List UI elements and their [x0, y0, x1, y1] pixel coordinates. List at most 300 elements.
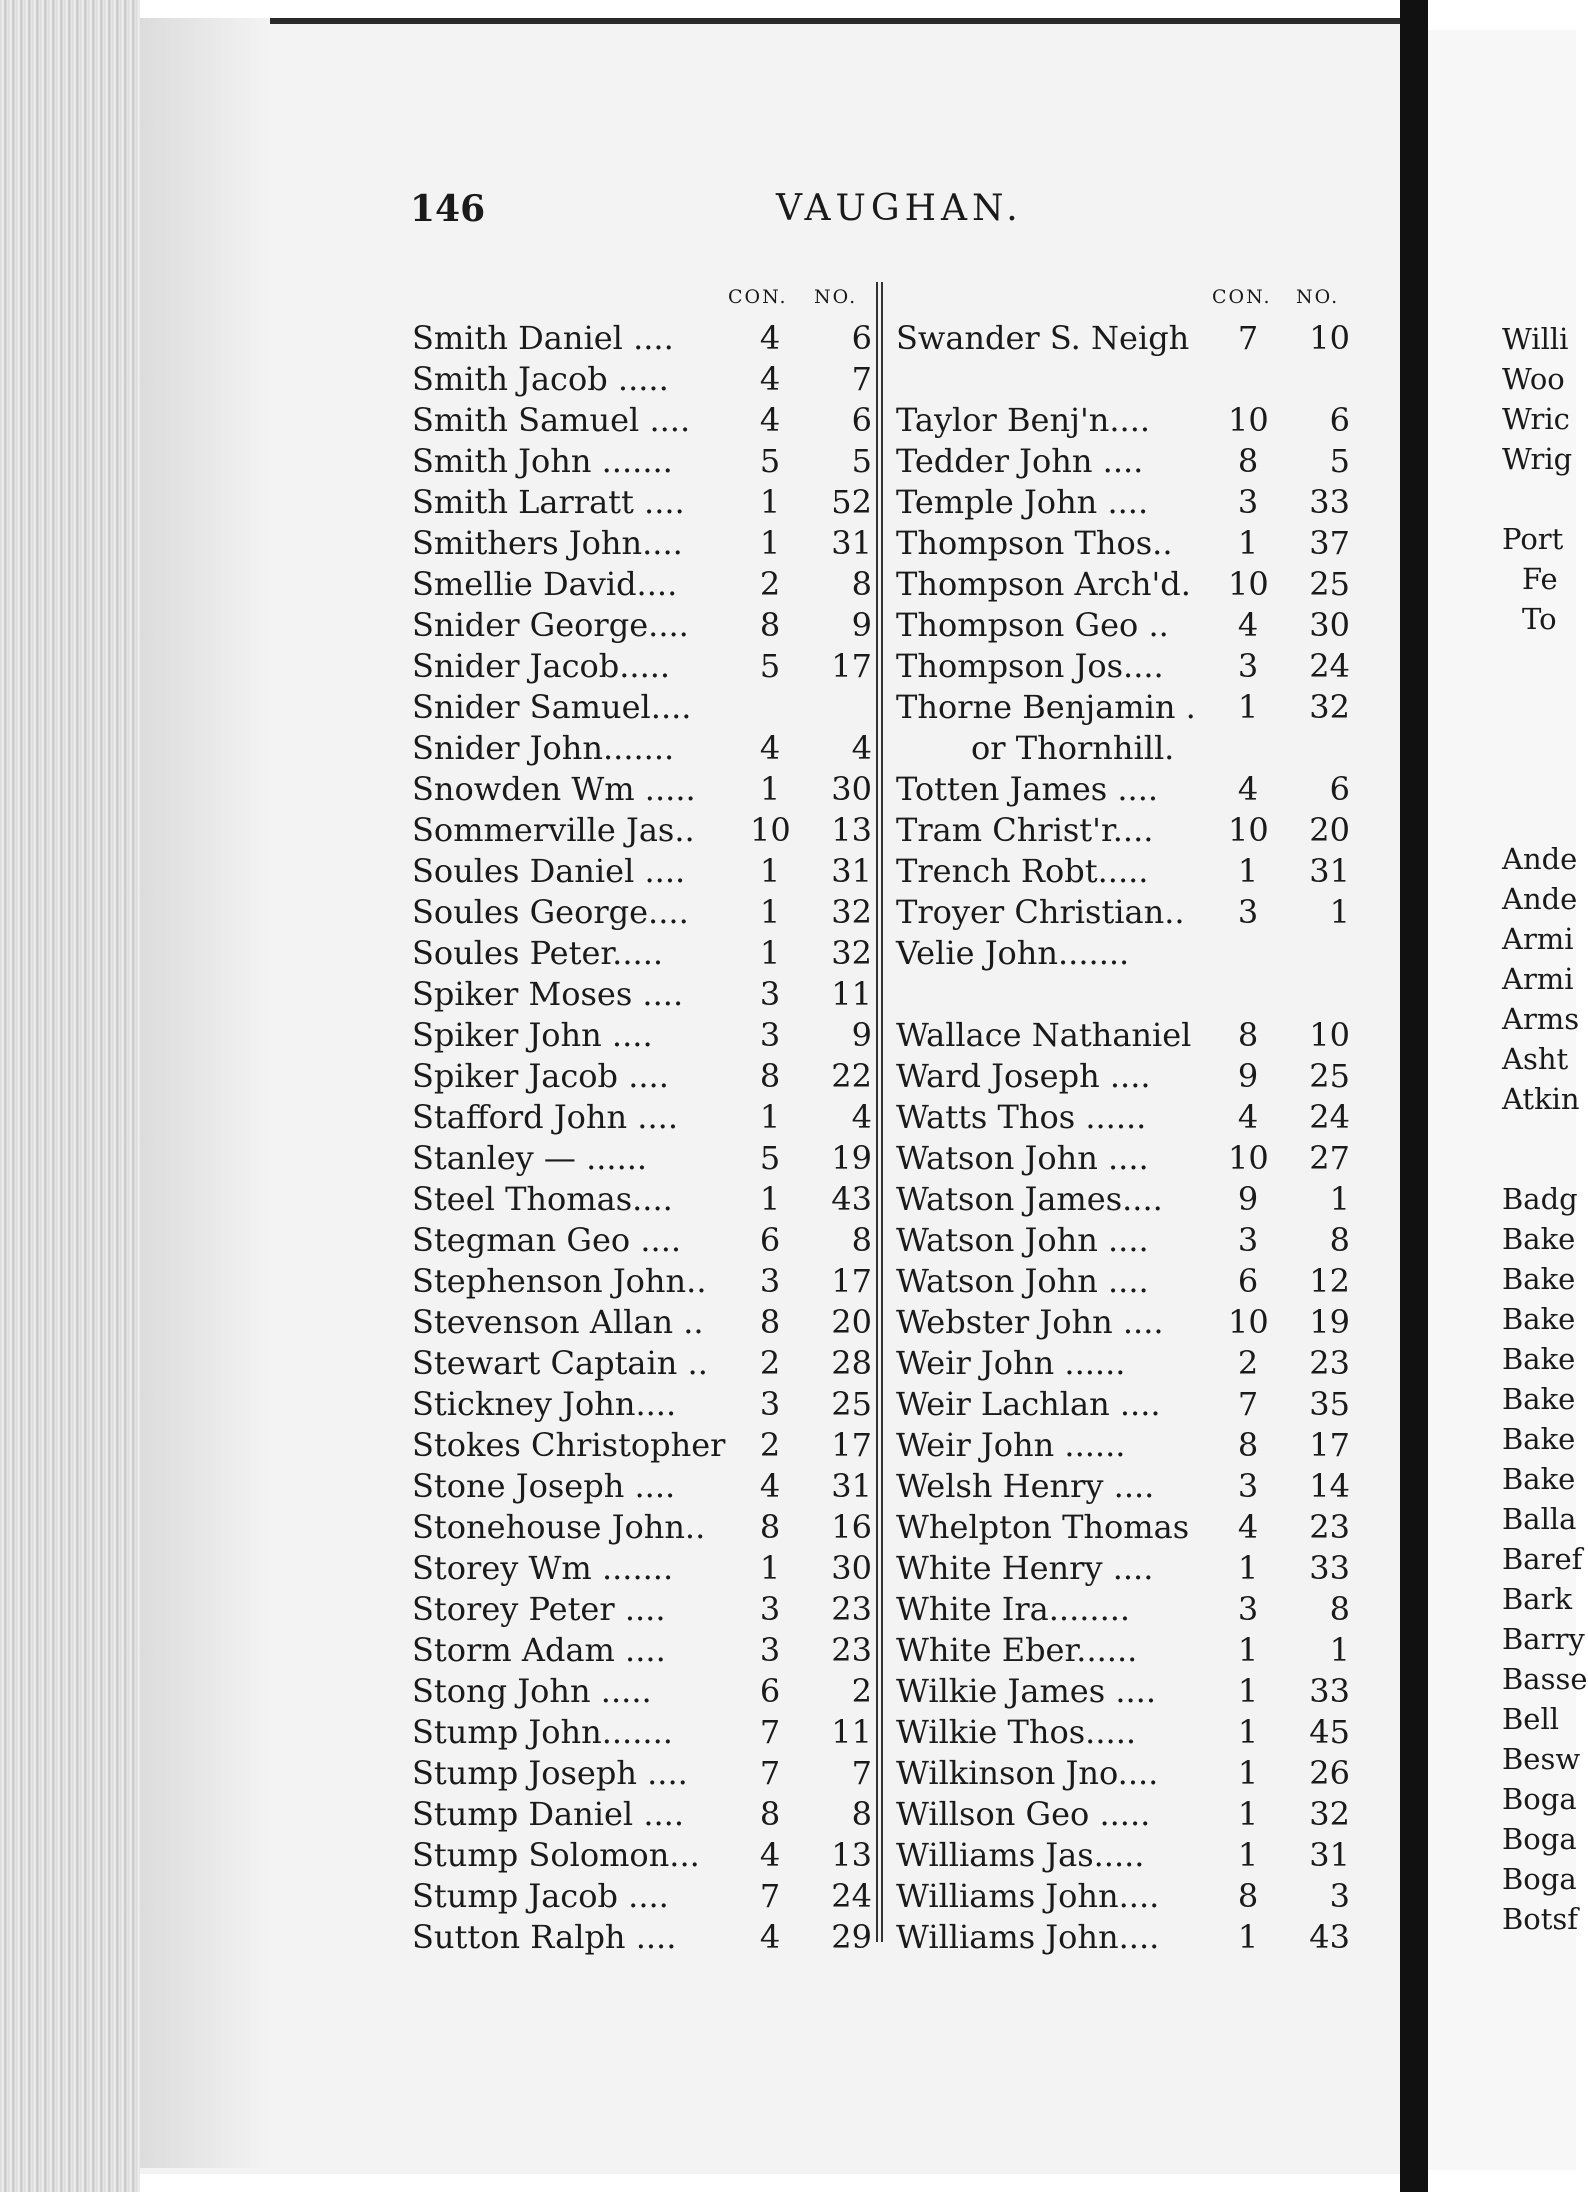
entry-name: Snider John.......: [412, 729, 675, 767]
middle-entry-row: [896, 810, 1356, 851]
entry-name: Wilkie Thos.....: [896, 1713, 1137, 1751]
entry-name: Stump Jacob ....: [412, 1877, 669, 1915]
entry-con: 8: [1237, 1877, 1259, 1915]
entry-name: Williams Jas.....: [896, 1836, 1145, 1874]
left-entry-row: [412, 441, 872, 482]
middle-entry-row: [896, 1179, 1356, 1220]
entry-con: 8: [1237, 1016, 1259, 1054]
entry-no: 17: [831, 647, 872, 685]
facing-page-fragment: Baref: [1502, 1542, 1583, 1576]
entry-no: 17: [831, 1426, 872, 1464]
middle-entry-row: [896, 892, 1356, 933]
entry-no: 33: [1309, 483, 1350, 521]
entry-no: 1: [1329, 1631, 1350, 1669]
entry-no: 4: [851, 1098, 872, 1136]
middle-entry-row: [896, 1097, 1356, 1138]
entry-no: 4: [851, 729, 872, 767]
facing-page-fragment: Bake: [1502, 1382, 1576, 1416]
entry-con: 1: [759, 934, 781, 972]
entry-no: 32: [1309, 1795, 1350, 1833]
middle-entry-row: [896, 441, 1356, 482]
entry-con: 4: [759, 360, 781, 398]
entry-name: Stanley — ......: [412, 1139, 648, 1177]
entry-name: Welsh Henry ....: [896, 1467, 1155, 1505]
entry-con: 8: [759, 1303, 781, 1341]
entry-no: 19: [1309, 1303, 1350, 1341]
left-entry-row: [412, 974, 872, 1015]
entry-con: 1: [1237, 1631, 1259, 1669]
entry-name: Stump Solomon...: [412, 1836, 700, 1874]
left-no-header: NO.: [814, 286, 858, 308]
entry-no: 31: [831, 852, 872, 890]
entry-name: Smithers John....: [412, 524, 683, 562]
entry-name: Soules George....: [412, 893, 689, 931]
facing-page-fragment: Boga: [1502, 1822, 1577, 1856]
entry-con: 3: [1237, 647, 1259, 685]
entry-name: Stump Joseph ....: [412, 1754, 688, 1792]
facing-page-fragment: Bake: [1502, 1462, 1576, 1496]
entry-no: 26: [1309, 1754, 1350, 1792]
left-entry-row: [412, 1548, 872, 1589]
entry-no: 28: [831, 1344, 872, 1382]
page-title: VAUGHAN.: [776, 188, 1023, 229]
middle-entry-row: [896, 1671, 1356, 1712]
entry-name: White Henry ....: [896, 1549, 1154, 1587]
facing-page-fragment: Wrig: [1502, 442, 1573, 476]
entry-con: 3: [1237, 1221, 1259, 1259]
entry-con: 2: [759, 1426, 781, 1464]
entry-name: Soules Daniel ....: [412, 852, 686, 890]
entry-con: 7: [1237, 319, 1259, 357]
left-entry-row: [412, 1876, 872, 1917]
entry-con: 1: [1237, 1713, 1259, 1751]
entry-name: Storm Adam ....: [412, 1631, 666, 1669]
entry-name: Stong John .....: [412, 1672, 652, 1710]
entry-name: Thompson Geo ..: [896, 606, 1169, 644]
entry-con: 3: [759, 1262, 781, 1300]
entry-name: Wilkinson Jno....: [896, 1754, 1159, 1792]
entry-no: 25: [831, 1385, 872, 1423]
left-entry-row: [412, 728, 872, 769]
entry-name: Ward Joseph ....: [896, 1057, 1151, 1095]
entry-con: 10: [1228, 565, 1269, 603]
entry-con: 4: [759, 1918, 781, 1956]
entry-no: 23: [831, 1590, 872, 1628]
entry-no: 16: [831, 1508, 872, 1546]
entry-no: 31: [831, 1467, 872, 1505]
middle-entry-row: [896, 605, 1356, 646]
left-entry-row: [412, 1466, 872, 1507]
middle-no-header: NO.: [1296, 286, 1340, 308]
middle-con-header: CON.: [1212, 286, 1272, 308]
entry-con: 8: [1237, 1426, 1259, 1464]
entry-no: 5: [1329, 442, 1350, 480]
entry-con: 7: [759, 1754, 781, 1792]
left-entry-row: [412, 1261, 872, 1302]
entry-name: Taylor Benj'n....: [896, 401, 1151, 439]
entry-no: 22: [831, 1057, 872, 1095]
middle-entry-row: [896, 1753, 1356, 1794]
entry-name: Swander S. Neigh: [896, 319, 1190, 357]
entry-name: Sommerville Jas..: [412, 811, 695, 849]
middle-entry-row: [896, 400, 1356, 441]
facing-page-fragment: Wric: [1502, 402, 1570, 436]
entry-con: 10: [1228, 1303, 1269, 1341]
middle-entry-row: [896, 646, 1356, 687]
middle-entry-row: [896, 1384, 1356, 1425]
entry-name: Spiker Jacob ....: [412, 1057, 669, 1095]
left-entry-row: [412, 318, 872, 359]
entry-name: Whelpton Thomas: [896, 1508, 1190, 1546]
entry-no: 10: [1309, 1016, 1350, 1054]
entry-con: 2: [1237, 1344, 1259, 1382]
entry-con: 5: [759, 647, 781, 685]
entry-con: 4: [1237, 770, 1259, 808]
entry-name: Willson Geo .....: [896, 1795, 1151, 1833]
left-entry-row: [412, 1835, 872, 1876]
column-divider: [876, 282, 883, 1942]
entry-con: 4: [1237, 1508, 1259, 1546]
entry-con: 8: [759, 1057, 781, 1095]
middle-entry-row: [896, 1548, 1356, 1589]
entry-no: 35: [1309, 1385, 1350, 1423]
middle-entry-row: [896, 523, 1356, 564]
entry-name: White Eber......: [896, 1631, 1138, 1669]
entry-name: Stone Joseph ....: [412, 1467, 676, 1505]
entry-name: Spiker Moses ....: [412, 975, 684, 1013]
facing-page-fragment: Fe: [1522, 562, 1558, 596]
entry-no: 6: [851, 319, 872, 357]
middle-entry-row: [896, 728, 1356, 769]
entry-no: 20: [1309, 811, 1350, 849]
left-entry-row: [412, 1589, 872, 1630]
entry-con: 1: [1237, 1795, 1259, 1833]
entry-no: 14: [1309, 1467, 1350, 1505]
facing-page-fragment: Besw: [1502, 1742, 1581, 1776]
entry-no: 11: [831, 1713, 872, 1751]
entry-name: Watson John ....: [896, 1221, 1149, 1259]
entry-no: 43: [831, 1180, 872, 1218]
entry-con: 6: [1237, 1262, 1259, 1300]
facing-page-fragment: Bell: [1502, 1702, 1560, 1736]
entry-name: Stafford John ....: [412, 1098, 678, 1136]
entry-no: 20: [831, 1303, 872, 1341]
entry-con: 4: [759, 1836, 781, 1874]
entry-con: 1: [759, 524, 781, 562]
entry-name: Smith Jacob .....: [412, 360, 669, 398]
facing-page-fragment: Bake: [1502, 1422, 1576, 1456]
entry-name: Smith John .......: [412, 442, 673, 480]
middle-entry-row: [896, 482, 1356, 523]
entry-con: 3: [1237, 893, 1259, 931]
middle-entry-row: [896, 1220, 1356, 1261]
entry-name: Webster John ....: [896, 1303, 1164, 1341]
entry-con: 1: [1237, 1918, 1259, 1956]
middle-entry-row: [896, 1343, 1356, 1384]
entry-no: 2: [851, 1672, 872, 1710]
entry-name: Velie John.......: [896, 934, 1130, 972]
entry-con: 5: [759, 1139, 781, 1177]
facing-page-fragment: Arms: [1502, 1002, 1580, 1036]
entry-name: Tedder John ....: [896, 442, 1144, 480]
middle-entry-row: [896, 1466, 1356, 1507]
entry-no: 7: [851, 360, 872, 398]
entry-con: 1: [1237, 1672, 1259, 1710]
entry-name: Stickney John....: [412, 1385, 677, 1423]
entry-name: Wilkie James ....: [896, 1672, 1156, 1710]
entry-name: or Thornhill.: [971, 729, 1175, 767]
middle-entry-row: [896, 1876, 1356, 1917]
entry-no: 11: [831, 975, 872, 1013]
entry-name: Totten James ....: [896, 770, 1159, 808]
entry-name: Weir Lachlan ....: [896, 1385, 1161, 1423]
entry-name: Stonehouse John..: [412, 1508, 706, 1546]
facing-page-fragment: Willi: [1502, 322, 1569, 356]
entry-no: 1: [1329, 893, 1350, 931]
left-entry-row: [412, 400, 872, 441]
left-entry-row: [412, 359, 872, 400]
left-entry-row: [412, 1179, 872, 1220]
facing-page-fragment: Badg: [1502, 1182, 1578, 1216]
entry-con: 1: [759, 893, 781, 931]
entry-con: 6: [759, 1672, 781, 1710]
entry-no: 23: [1309, 1508, 1350, 1546]
entry-name: Snowden Wm .....: [412, 770, 696, 808]
entry-name: Williams John....: [896, 1877, 1160, 1915]
entry-name: Stephenson John..: [412, 1262, 707, 1300]
entry-no: 6: [851, 401, 872, 439]
middle-entry-row: [896, 1138, 1356, 1179]
entry-con: 1: [1237, 1836, 1259, 1874]
middle-entry-row: [896, 1630, 1356, 1671]
entry-no: 30: [1309, 606, 1350, 644]
entry-no: 32: [1309, 688, 1350, 726]
facing-page-fragment: Boga: [1502, 1862, 1577, 1896]
entry-con: 7: [759, 1877, 781, 1915]
entry-name: Smith Daniel ....: [412, 319, 674, 357]
left-entry-row: [412, 1753, 872, 1794]
entry-no: 6: [1329, 770, 1350, 808]
entry-name: Watson James....: [896, 1180, 1163, 1218]
entry-no: 52: [831, 483, 872, 521]
entry-name: Storey Peter ....: [412, 1590, 666, 1628]
entry-name: Thompson Thos..: [896, 524, 1173, 562]
facing-page-fragment: Armi: [1502, 962, 1574, 996]
entry-name: Storey Wm .......: [412, 1549, 674, 1587]
entry-no: 43: [1309, 1918, 1350, 1956]
left-entry-row: [412, 1015, 872, 1056]
entry-con: 6: [759, 1221, 781, 1259]
middle-entry-row: [896, 769, 1356, 810]
entry-con: 3: [1237, 1467, 1259, 1505]
entry-con: 4: [1237, 1098, 1259, 1136]
entry-name: Watts Thos ......: [896, 1098, 1147, 1136]
entry-no: 13: [831, 811, 872, 849]
left-entry-row: [412, 1794, 872, 1835]
facing-page-fragment: Woo: [1502, 362, 1565, 396]
left-entry-row: [412, 605, 872, 646]
facing-page-fragment: Bake: [1502, 1302, 1576, 1336]
middle-entry-row: [896, 933, 1356, 974]
entry-no: 31: [1309, 1836, 1350, 1874]
left-entry-row: [412, 769, 872, 810]
entry-name: Weir John ......: [896, 1344, 1126, 1382]
entry-con: 1: [759, 1549, 781, 1587]
entry-con: 7: [1237, 1385, 1259, 1423]
entry-con: 8: [759, 606, 781, 644]
entry-con: 3: [1237, 483, 1259, 521]
entry-con: 3: [759, 1016, 781, 1054]
entry-no: 27: [1309, 1139, 1350, 1177]
entry-con: 1: [759, 1180, 781, 1218]
entry-name: Snider Jacob.....: [412, 647, 671, 685]
entry-name: Stegman Geo ....: [412, 1221, 682, 1259]
entry-con: 2: [759, 1344, 781, 1382]
entry-con: 1: [1237, 852, 1259, 890]
entry-no: 23: [1309, 1344, 1350, 1382]
entry-con: 4: [759, 401, 781, 439]
entry-name: Trench Robt.....: [896, 852, 1149, 890]
middle-entry-row: [896, 851, 1356, 892]
entry-name: Watson John ....: [896, 1262, 1149, 1300]
middle-entry-row: [896, 1917, 1356, 1958]
facing-page-fragment: Ande: [1502, 842, 1578, 876]
entry-name: Watson John ....: [896, 1139, 1149, 1177]
entry-con: 9: [1237, 1180, 1259, 1218]
entry-no: 29: [831, 1918, 872, 1956]
left-entry-row: [412, 687, 872, 728]
entry-no: 30: [831, 1549, 872, 1587]
facing-page-fragment: Armi: [1502, 922, 1574, 956]
entry-con: 9: [1237, 1057, 1259, 1095]
entry-name: Soules Peter.....: [412, 934, 664, 972]
left-entry-row: [412, 523, 872, 564]
entry-name: Stokes Christopher: [412, 1426, 726, 1464]
entry-no: 3: [1329, 1877, 1350, 1915]
facing-page-fragment: Bake: [1502, 1342, 1576, 1376]
entry-name: Stewart Captain ..: [412, 1344, 708, 1382]
entry-no: 8: [851, 1795, 872, 1833]
entry-con: 4: [759, 319, 781, 357]
left-entry-row: [412, 482, 872, 523]
entry-con: 1: [1237, 688, 1259, 726]
entry-con: 3: [759, 1385, 781, 1423]
left-entry-row: [412, 1302, 872, 1343]
facing-page-fragment: Bake: [1502, 1222, 1576, 1256]
entry-no: 17: [1309, 1426, 1350, 1464]
entry-name: Spiker John ....: [412, 1016, 653, 1054]
entry-no: 9: [851, 606, 872, 644]
entry-name: Sutton Ralph ....: [412, 1918, 677, 1956]
entry-con: 8: [1237, 442, 1259, 480]
entry-no: 25: [1309, 1057, 1350, 1095]
entry-con: 4: [1237, 606, 1259, 644]
entry-name: Snider Samuel....: [412, 688, 692, 726]
facing-page-fragment: Barry: [1502, 1622, 1585, 1656]
entry-con: 5: [759, 442, 781, 480]
facing-page-fragment: Botsf: [1502, 1902, 1579, 1936]
entry-no: 23: [831, 1631, 872, 1669]
entry-no: 31: [1309, 852, 1350, 890]
entry-no: 30: [831, 770, 872, 808]
page-number: 146: [410, 188, 486, 230]
facing-page-fragment: Balla: [1502, 1502, 1577, 1536]
left-entry-row: [412, 851, 872, 892]
entry-no: 7: [851, 1754, 872, 1792]
entry-name: Weir John ......: [896, 1426, 1126, 1464]
entry-con: 1: [1237, 1754, 1259, 1792]
left-entry-row: [412, 1138, 872, 1179]
facing-page-fragment: Atkin: [1502, 1082, 1580, 1116]
entry-name: White Ira........: [896, 1590, 1131, 1628]
facing-page-fragment: To: [1522, 602, 1557, 636]
entry-name: Smellie David....: [412, 565, 678, 603]
entry-con: 10: [1228, 811, 1269, 849]
left-entry-row: [412, 1671, 872, 1712]
entry-no: 12: [1309, 1262, 1350, 1300]
entry-con: 2: [759, 565, 781, 603]
entry-con: 10: [1228, 401, 1269, 439]
left-entry-row: [412, 1425, 872, 1466]
entry-name: Stevenson Allan ..: [412, 1303, 704, 1341]
facing-page-fragment: Asht: [1502, 1042, 1569, 1076]
entry-con: 1: [759, 483, 781, 521]
left-entry-row: [412, 933, 872, 974]
entry-no: 25: [1309, 565, 1350, 603]
entry-name: Williams John....: [896, 1918, 1160, 1956]
entry-con: 3: [1237, 1590, 1259, 1628]
entry-name: Smith Samuel ....: [412, 401, 691, 439]
entry-con: 8: [759, 1508, 781, 1546]
entry-no: 24: [1309, 647, 1350, 685]
left-entry-row: [412, 1056, 872, 1097]
left-entry-row: [412, 892, 872, 933]
entry-no: 33: [1309, 1549, 1350, 1587]
entry-con: 7: [759, 1713, 781, 1751]
middle-entry-row: [896, 1712, 1356, 1753]
entry-no: 24: [1309, 1098, 1350, 1136]
entry-con: 1: [1237, 1549, 1259, 1587]
entry-con: 10: [750, 811, 791, 849]
page-shadow: [140, 18, 270, 2168]
entry-name: Thompson Jos....: [896, 647, 1164, 685]
entry-no: 10: [1309, 319, 1350, 357]
entry-no: 19: [831, 1139, 872, 1177]
entry-con: 1: [1237, 524, 1259, 562]
entry-con: 1: [759, 1098, 781, 1136]
entry-no: 32: [831, 934, 872, 972]
facing-page-fragment: Bake: [1502, 1262, 1576, 1296]
left-name-column: [412, 318, 872, 1958]
entry-no: 13: [831, 1836, 872, 1874]
left-entry-row: [412, 1097, 872, 1138]
page-edges: [0, 0, 140, 2192]
middle-entry-row: [896, 1794, 1356, 1835]
entry-no: 8: [1329, 1590, 1350, 1628]
left-con-header: CON.: [728, 286, 788, 308]
left-entry-row: [412, 810, 872, 851]
middle-entry-row: [896, 1302, 1356, 1343]
entry-name: Troyer Christian..: [896, 893, 1185, 931]
entry-name: Temple John ....: [896, 483, 1149, 521]
entry-no: 45: [1309, 1713, 1350, 1751]
entry-no: 6: [1329, 401, 1350, 439]
middle-entry-row: [896, 687, 1356, 728]
entry-con: 4: [759, 1467, 781, 1505]
facing-page-fragment: Bark: [1502, 1582, 1573, 1616]
entry-no: 31: [831, 524, 872, 562]
middle-entry-row: [896, 1507, 1356, 1548]
